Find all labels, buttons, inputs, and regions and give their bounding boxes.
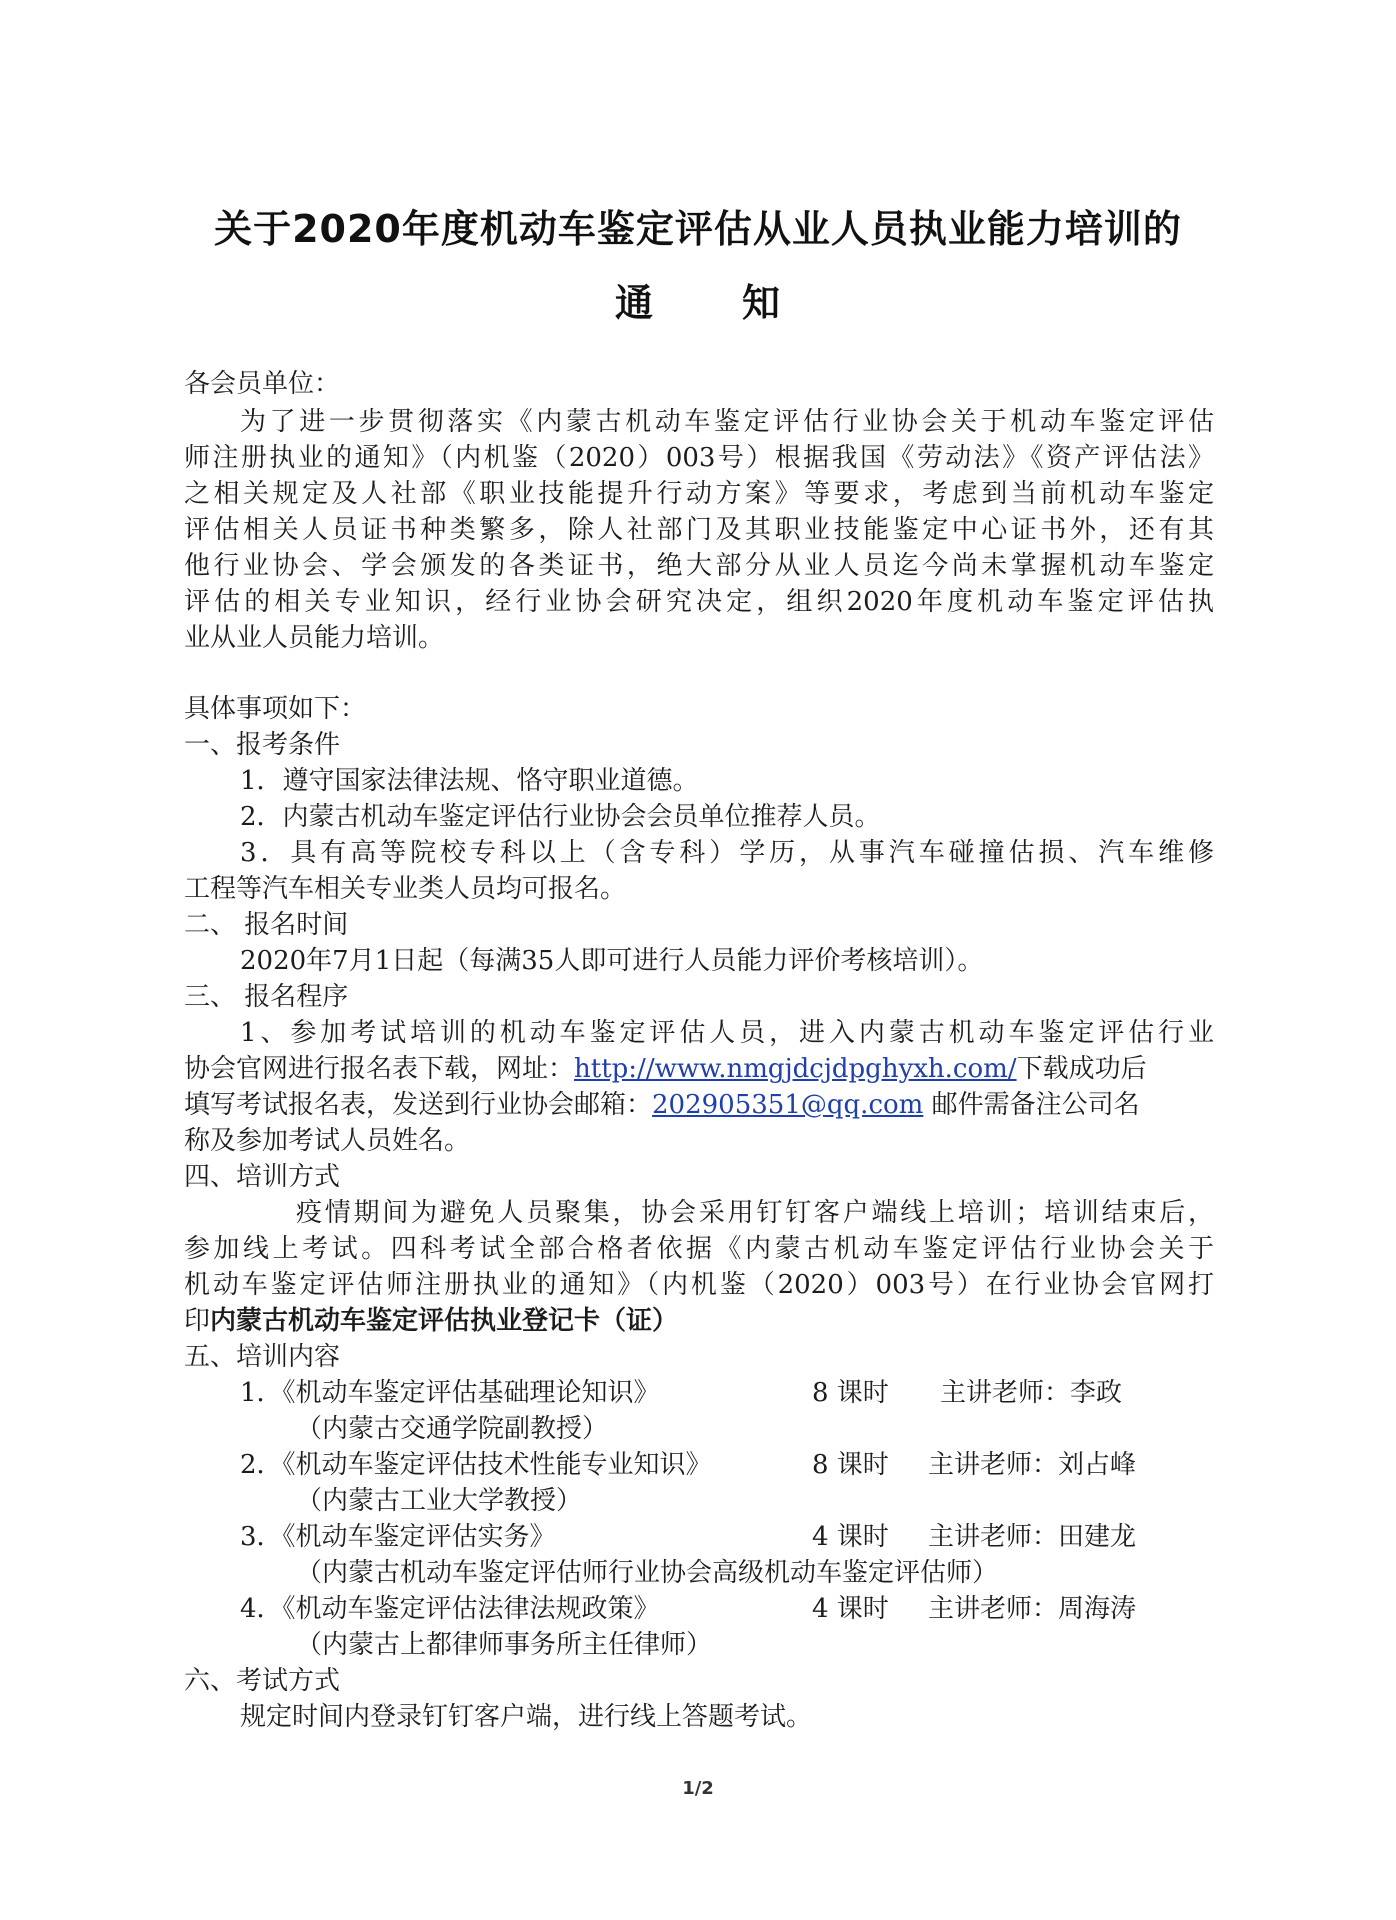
- course-affiliation: （内蒙古交通学院副教授）: [296, 1414, 609, 1444]
- course-hours: 4 课时: [812, 1594, 889, 1624]
- email-link[interactable]: 202905351@qq.com: [652, 1090, 924, 1120]
- training-line: 机动车鉴定评估师注册执业的通知》（内机鉴（2020）003号）在行业协会官网打: [184, 1270, 1214, 1300]
- training-text: 印: [184, 1306, 211, 1336]
- procedure-text: 填写考试报名表，发送到行业协会邮箱：: [184, 1090, 653, 1120]
- document-title: 关于2020年度机动车鉴定评估从业人员执业能力培训的: [214, 207, 1182, 251]
- condition-item: 2．内蒙古机动车鉴定评估行业协会会员单位推荐人员。: [240, 802, 881, 832]
- course-teacher: 主讲老师：周海涛: [928, 1594, 1137, 1624]
- procedure-text: 下载成功后: [1016, 1054, 1147, 1084]
- intro-line: 之相关规定及人社部《职业技能提升行动方案》等要求，考虑到当前机动车鉴定: [184, 479, 1214, 509]
- course-hours: 8 课时: [812, 1378, 889, 1408]
- section-heading: 二、 报名时间: [184, 910, 349, 940]
- course-affiliation: （内蒙古上都律师事务所主任律师）: [296, 1630, 713, 1660]
- training-line: 疫情期间为避免人员聚集，协会采用钉钉客户端线上培训；培训结束后，: [296, 1198, 1214, 1228]
- course-name: 4．《机动车鉴定评估法律法规政策》: [240, 1594, 660, 1624]
- course-name: 1．《机动车鉴定评估基础理论知识》: [240, 1378, 660, 1408]
- document-title-line2: [0, 272, 1396, 327]
- intro-line: 为了进一步贯彻落实《内蒙古机动车鉴定评估行业协会关于机动车鉴定评估: [240, 407, 1214, 437]
- course-name: 2．《机动车鉴定评估技术性能专业知识》: [240, 1450, 712, 1480]
- course-affiliation: （内蒙古工业大学教授）: [296, 1486, 583, 1516]
- intro-line: 评估的相关专业知识，经行业协会研究决定，组织2020年度机动车鉴定评估执: [184, 587, 1214, 617]
- condition-item: 1．遵守国家法律法规、恪守职业道德。: [240, 766, 699, 796]
- course-teacher: 主讲老师：田建龙: [928, 1522, 1137, 1552]
- intro-line: 业从业人员能力培训。: [184, 623, 445, 653]
- intro-line: 评估相关人员证书种类繁多，除人社部门及其职业技能鉴定中心证书外，还有其: [184, 515, 1214, 545]
- course-teacher: 主讲老师：李政: [940, 1378, 1123, 1408]
- training-line: 参加线上考试。四科考试全部合格者依据《内蒙古机动车鉴定评估行业协会关于: [184, 1234, 1214, 1264]
- section-heading: 一、报考条件: [184, 730, 341, 760]
- course-teacher: 主讲老师：刘占峰: [928, 1450, 1137, 1480]
- procedure-text: 邮件需备注公司名: [923, 1090, 1140, 1120]
- training-line: [184, 1303, 1214, 1339]
- course-name: 3．《机动车鉴定评估实务》: [240, 1522, 556, 1552]
- course-affiliation: （内蒙古机动车鉴定评估师行业协会高级机动车鉴定评估师）: [296, 1558, 999, 1588]
- title-char-2: 知: [742, 281, 782, 325]
- course-hours: 4 课时: [812, 1522, 889, 1552]
- course-hours: 8 课时: [812, 1450, 889, 1480]
- title-char-1: 通: [614, 281, 654, 325]
- condition-item: 3．具有高等院校专科以上（含专科）学历，从事汽车碰撞估损、汽车维修: [240, 838, 1214, 868]
- salutation: 各会员单位：: [184, 369, 341, 399]
- signup-time: 2020年7月1日起（每满35人即可进行人员能力评价考核培训）。: [240, 946, 984, 976]
- condition-item-cont: 工程等汽车相关专业类人员均可报名。: [184, 874, 627, 904]
- registration-card-text: 内蒙古机动车鉴定评估执业登记卡（证）: [210, 1306, 679, 1336]
- section-heading: 五、培训内容: [184, 1342, 341, 1372]
- procedure-text: 协会官网进行报名表下载，网址：: [184, 1054, 575, 1084]
- section-heading: 六、考试方式: [184, 1666, 341, 1696]
- procedure-line: [184, 1051, 1214, 1087]
- items-heading: 具体事项如下：: [184, 694, 367, 724]
- procedure-line: 1、参加考试培训的机动车鉴定评估人员，进入内蒙古机动车鉴定评估行业: [240, 1018, 1214, 1048]
- section-heading: 三、 报名程序: [184, 982, 349, 1012]
- section-heading: 四、培训方式: [184, 1162, 341, 1192]
- page-number: 1/2: [682, 1778, 714, 1799]
- intro-line: 他行业协会、学会颁发的各类证书，绝大部分从业人员迄今尚未掌握机动车鉴定: [184, 551, 1214, 581]
- exam-method: 规定时间内登录钉钉客户端，进行线上答题考试。: [240, 1702, 813, 1732]
- procedure-line: 称及参加考试人员姓名。: [184, 1126, 471, 1156]
- procedure-line: [184, 1087, 1214, 1123]
- intro-line: 师注册执业的通知》（内机鉴（2020）003号）根据我国《劳动法》《资产评估法》: [184, 443, 1214, 473]
- website-link[interactable]: http://www.nmgjdcjdpghyxh.com/: [574, 1054, 1017, 1084]
